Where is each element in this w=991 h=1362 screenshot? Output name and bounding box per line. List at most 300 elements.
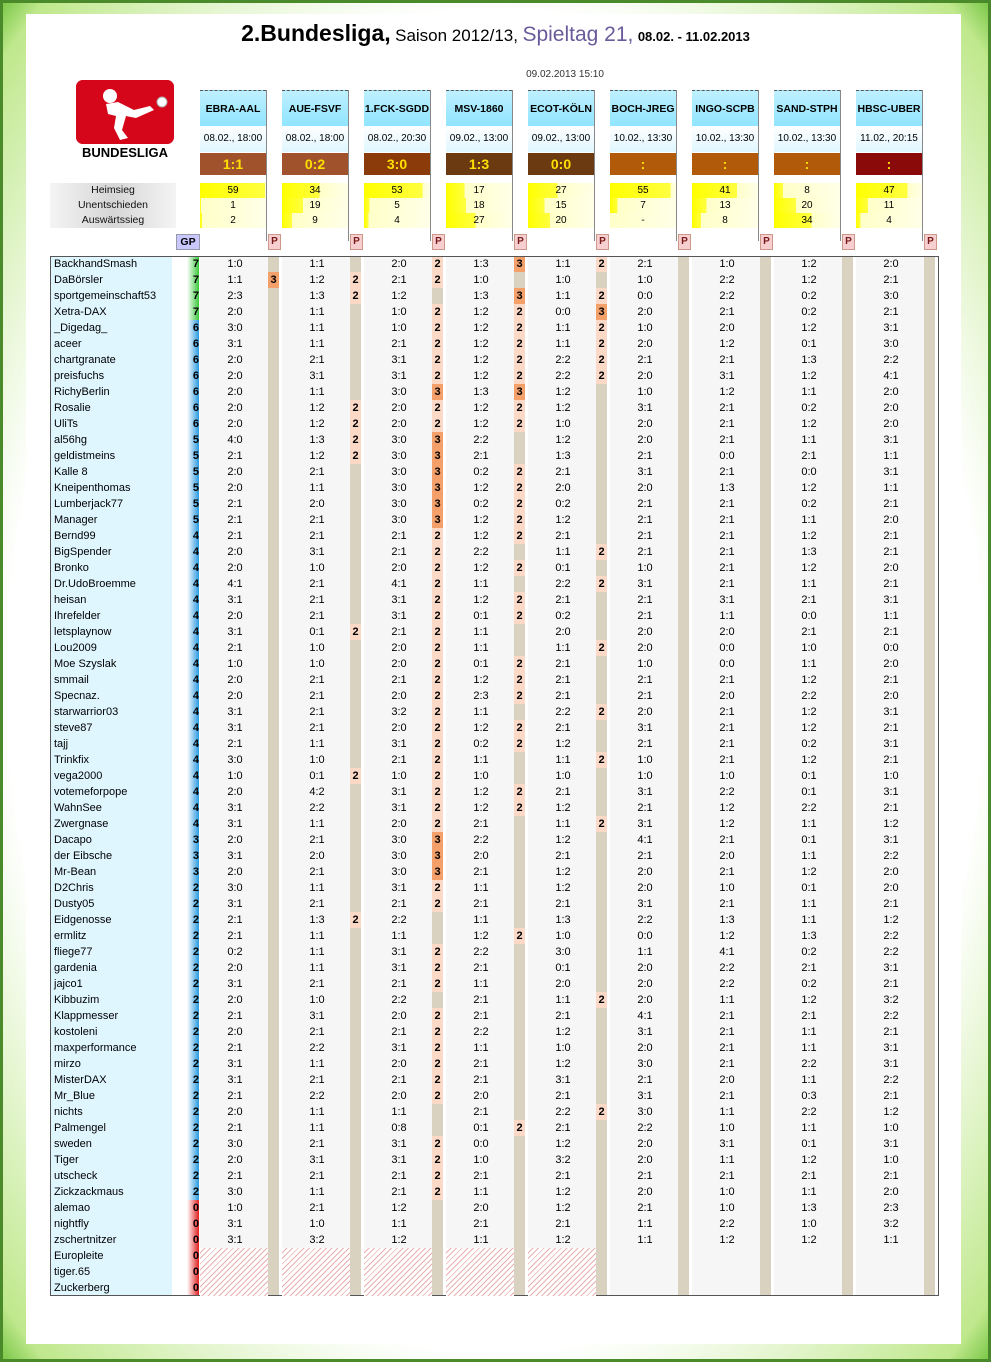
tip-value: 2:0 — [637, 370, 653, 382]
player-points: 5 — [187, 496, 199, 512]
tip-points — [432, 1104, 443, 1120]
tip-points — [596, 272, 607, 288]
tip-value: 2:1 — [309, 706, 325, 718]
tip-value: 2:1 — [309, 866, 325, 878]
player-name[interactable]: BigSpender — [50, 544, 172, 560]
player-name[interactable]: heisan — [50, 592, 172, 608]
tip-points — [514, 848, 525, 864]
tip-value: 1:1 — [883, 482, 899, 494]
tip-value: 2:0 — [883, 658, 899, 670]
tip-value: 2:0 — [227, 306, 243, 318]
tip-value: 0:2 — [801, 498, 817, 510]
tip-value: 0:1 — [801, 882, 817, 894]
player-points: 0 — [187, 1264, 199, 1280]
player-points: 4 — [187, 768, 199, 784]
tip-value: 2:1 — [637, 498, 653, 510]
tip-points — [350, 544, 361, 560]
tip-points — [350, 480, 361, 496]
tip-value: 1:0 — [719, 258, 735, 270]
tip-value: 2:0 — [473, 1090, 489, 1102]
tip-value: 2:2 — [883, 850, 899, 862]
match-stat-draw: 5 — [364, 198, 430, 213]
player-points: 4 — [187, 736, 199, 752]
player-name[interactable]: _Digedag_ — [50, 320, 172, 336]
tip-points — [432, 992, 443, 1008]
player-name[interactable]: Lou2009 — [50, 640, 172, 656]
tip-value: 2:0 — [227, 482, 243, 494]
points-header: P — [432, 234, 445, 250]
player-name[interactable]: jajco1 — [50, 976, 172, 992]
tip-points — [514, 1184, 525, 1200]
tip-points — [350, 656, 361, 672]
tip-value: 2:1 — [555, 658, 571, 670]
tip-value: 2:1 — [309, 578, 325, 590]
table-row — [50, 304, 939, 320]
tip-value: 1:2 — [473, 786, 489, 798]
tip-value: 1:2 — [801, 674, 817, 686]
tip-value: 2:1 — [391, 274, 407, 286]
player-name[interactable]: Eidgenosse — [50, 912, 172, 928]
player-name[interactable]: tiger.65 — [50, 1264, 172, 1280]
tip-value: 3:1 — [883, 594, 899, 606]
tip-value: 3:1 — [883, 706, 899, 718]
player-name[interactable]: letsplaynow — [50, 624, 172, 640]
match-date: 11.02., 20:15 — [856, 126, 922, 152]
tip-points — [350, 1024, 361, 1040]
player-name[interactable]: Tiger — [50, 1152, 172, 1168]
tip-value: 1:0 — [801, 642, 817, 654]
tip-points — [268, 384, 279, 400]
tip-value: 2:2 — [719, 786, 735, 798]
tip-value: 0:2 — [801, 290, 817, 302]
match-date: 08.02., 18:00 — [200, 126, 266, 152]
points-header: P — [596, 234, 609, 250]
match-column-divider — [676, 90, 685, 241]
player-name[interactable]: tajj — [50, 736, 172, 752]
tip-points: 2 — [514, 1120, 525, 1136]
tip-value: 1:2 — [555, 1026, 571, 1038]
tip-points: 2 — [596, 1104, 607, 1120]
match-result: : — [856, 153, 922, 175]
player-name[interactable]: kostoleni — [50, 1024, 172, 1040]
tip-points — [268, 1168, 279, 1184]
tip-value: 2:1 — [883, 306, 899, 318]
tip-value: 3:0 — [227, 1138, 243, 1150]
tip-points: 2 — [432, 352, 443, 368]
player-name[interactable]: Europleite — [50, 1248, 172, 1264]
player-name[interactable]: sweden — [50, 1136, 172, 1152]
player-name[interactable]: Dusty05 — [50, 896, 172, 912]
match-stat-draw: 1 — [200, 198, 266, 213]
player-name[interactable]: smmail — [50, 672, 172, 688]
tip-value: 2:1 — [637, 690, 653, 702]
player-name[interactable]: nichts — [50, 1104, 172, 1120]
player-name[interactable]: sportgemeinschaft53 — [50, 288, 172, 304]
tip-value: 2:2 — [637, 914, 653, 926]
tip-value: 1:2 — [555, 1058, 571, 1070]
table-row — [50, 688, 939, 704]
tip-value: 1:1 — [555, 642, 571, 654]
player-points: 4 — [187, 608, 199, 624]
tip-points — [514, 992, 525, 1008]
tip-value: 1:1 — [309, 338, 325, 350]
tip-value: 3:0 — [391, 466, 407, 478]
tip-value: 1:2 — [555, 1138, 571, 1150]
player-points: 7 — [187, 256, 199, 272]
tip-value: 1:1 — [801, 1026, 817, 1038]
player-name[interactable]: der Eibsche — [50, 848, 172, 864]
player-name[interactable]: Lumberjack77 — [50, 496, 172, 512]
tip-points — [350, 800, 361, 816]
player-name[interactable]: DaBörsler — [50, 272, 172, 288]
player-points: 2 — [187, 1168, 199, 1184]
tip-points — [596, 880, 607, 896]
tip-value: 1:2 — [719, 930, 735, 942]
tip-value: 2:1 — [227, 1010, 243, 1022]
player-name[interactable]: aceer — [50, 336, 172, 352]
tip-value: 1:2 — [555, 834, 571, 846]
points-header: P — [924, 234, 937, 250]
tip-points: 2 — [432, 320, 443, 336]
player-name[interactable]: Ihrefelder — [50, 608, 172, 624]
player-points: 2 — [187, 1152, 199, 1168]
tip-points — [268, 848, 279, 864]
tip-value: 2:0 — [473, 1202, 489, 1214]
tip-value: 1:2 — [801, 562, 817, 574]
player-name[interactable]: gardenia — [50, 960, 172, 976]
tip-value: 1:3 — [719, 482, 735, 494]
tip-points — [268, 1088, 279, 1104]
player-name[interactable]: zschertnitzer — [50, 1232, 172, 1248]
tip-value: 0:1 — [473, 610, 489, 622]
tip-value: 2:1 — [719, 738, 735, 750]
tip-points: 2 — [514, 784, 525, 800]
match-result: 0:2 — [282, 153, 348, 175]
tip-value: 1:1 — [309, 258, 325, 270]
tip-value: 0:0 — [883, 642, 899, 654]
tip-points: 2 — [432, 704, 443, 720]
tip-points: 2 — [432, 736, 443, 752]
tip-points — [268, 640, 279, 656]
player-name[interactable]: al56hg — [50, 432, 172, 448]
tip-value: 1:2 — [555, 738, 571, 750]
tip-value: 4:1 — [637, 1010, 653, 1022]
tip-value: 1:3 — [309, 290, 325, 302]
tip-value: 3:1 — [227, 706, 243, 718]
tip-value: 0:0 — [637, 930, 653, 942]
tip-value: 1:2 — [555, 434, 571, 446]
tip-value: 2:0 — [391, 1010, 407, 1022]
player-name[interactable]: Palmengel — [50, 1120, 172, 1136]
match-team-label: BOCH-JREG — [610, 90, 676, 128]
tip-value: 1:1 — [473, 1042, 489, 1054]
tip-value: 2:1 — [719, 1010, 735, 1022]
match-result: : — [774, 153, 840, 175]
player-name[interactable]: WahnSee — [50, 800, 172, 816]
match-date: 09.02., 13:00 — [528, 126, 594, 152]
tip-value: 0:0 — [719, 642, 735, 654]
tip-value: 2:1 — [227, 514, 243, 526]
match-result: : — [610, 153, 676, 175]
tip-value: 2:0 — [227, 418, 243, 430]
tip-value: 3:1 — [883, 786, 899, 798]
match-date: 08.02., 20:30 — [364, 126, 430, 152]
match-stat-home: 34 — [282, 183, 348, 198]
tip-value: 1:1 — [555, 546, 571, 558]
player-name[interactable]: Dr.UdoBroemme — [50, 576, 172, 592]
tip-value: 1:2 — [555, 386, 571, 398]
tip-value: 2:1 — [391, 530, 407, 542]
tip-value: 1:0 — [473, 770, 489, 782]
player-name[interactable]: Zickzackmaus — [50, 1184, 172, 1200]
player-name[interactable]: Zuckerberg — [50, 1280, 172, 1296]
tip-points — [350, 896, 361, 912]
tip-value: 2:2 — [883, 1010, 899, 1022]
player-name[interactable]: vega2000 — [50, 768, 172, 784]
match-stat-away: 27 — [446, 213, 512, 228]
tip-value: 1:1 — [473, 642, 489, 654]
tip-value: 1:2 — [473, 514, 489, 526]
tip-points — [350, 352, 361, 368]
tip-points — [596, 528, 607, 544]
tip-points — [268, 1232, 279, 1248]
player-name[interactable]: Kalle 8 — [50, 464, 172, 480]
tip-points — [350, 1040, 361, 1056]
player-name[interactable]: Zwergnase — [50, 816, 172, 832]
player-name[interactable]: Kibbuzim — [50, 992, 172, 1008]
match-date: 08.02., 18:00 — [282, 126, 348, 152]
tip-value: 2:1 — [883, 674, 899, 686]
tip-value: 2:0 — [719, 850, 735, 862]
tip-value: 2:1 — [883, 274, 899, 286]
player-name[interactable]: maxperformance — [50, 1040, 172, 1056]
tip-value: 2:1 — [719, 898, 735, 910]
tip-points — [514, 864, 525, 880]
table-row — [50, 1120, 939, 1136]
tip-value: 2:0 — [227, 354, 243, 366]
player-name[interactable]: Manager — [50, 512, 172, 528]
tip-points — [596, 624, 607, 640]
tip-value: 2:1 — [555, 786, 571, 798]
tip-value: 2:0 — [309, 850, 325, 862]
player-name[interactable]: D2Chris — [50, 880, 172, 896]
table-row — [50, 352, 939, 368]
tip-points — [514, 1152, 525, 1168]
table-row — [50, 848, 939, 864]
player-name[interactable]: chartgranate — [50, 352, 172, 368]
player-name[interactable]: Rosalie — [50, 400, 172, 416]
tip-points — [514, 448, 525, 464]
tip-points — [432, 288, 443, 304]
player-name[interactable]: BackhandSmash — [50, 256, 172, 272]
tip-value: 2:1 — [555, 594, 571, 606]
tip-points: 2 — [514, 400, 525, 416]
tip-value: 2:1 — [719, 754, 735, 766]
tip-value: 1:2 — [801, 994, 817, 1006]
tip-value: 1:0 — [719, 882, 735, 894]
player-points: 4 — [187, 800, 199, 816]
player-points: 5 — [187, 480, 199, 496]
tip-points: 2 — [432, 944, 443, 960]
tip-points — [596, 1280, 607, 1296]
tip-value: 2:1 — [555, 898, 571, 910]
tip-value: 2:0 — [637, 962, 653, 974]
player-name[interactable]: Mr-Bean — [50, 864, 172, 880]
player-name[interactable]: Specnaz. — [50, 688, 172, 704]
player-name[interactable]: Mr_Blue — [50, 1088, 172, 1104]
player-points: 6 — [187, 336, 199, 352]
tip-value: 1:0 — [555, 418, 571, 430]
tip-value: 2:1 — [309, 898, 325, 910]
player-points: 2 — [187, 1120, 199, 1136]
player-name[interactable]: geldistmeins — [50, 448, 172, 464]
player-name[interactable]: alemao — [50, 1200, 172, 1216]
tip-value: 1:1 — [801, 914, 817, 926]
match-team-label: MSV-1860 — [446, 90, 512, 128]
match-stat-away: 2 — [200, 213, 266, 228]
table-row — [50, 448, 939, 464]
tip-value: 3:2 — [883, 994, 899, 1006]
tip-value: 1:2 — [801, 754, 817, 766]
tip-points — [596, 1056, 607, 1072]
table-row — [50, 400, 939, 416]
table-row — [50, 512, 939, 528]
tip-value: 2:0 — [391, 658, 407, 670]
tip-value: 2:0 — [637, 882, 653, 894]
tip-value: 1:1 — [309, 1186, 325, 1198]
player-name[interactable]: Moe Szyslak — [50, 656, 172, 672]
tip-value: 2:1 — [227, 1170, 243, 1182]
tip-value: 1:0 — [555, 930, 571, 942]
tip-points — [596, 848, 607, 864]
tip-value: 1:1 — [309, 482, 325, 494]
player-name[interactable]: nightfly — [50, 1216, 172, 1232]
tip-value: 3:1 — [637, 722, 653, 734]
tip-value: 1:1 — [801, 1122, 817, 1134]
tip-value: 1:1 — [719, 1154, 735, 1166]
tip-points — [596, 960, 607, 976]
table-row — [50, 608, 939, 624]
tip-points — [350, 560, 361, 576]
tip-value: 1:1 — [719, 610, 735, 622]
tip-points — [514, 1104, 525, 1120]
player-name[interactable]: MisterDAX — [50, 1072, 172, 1088]
tip-value: 3:1 — [227, 1058, 243, 1070]
tip-value: 3:1 — [637, 1026, 653, 1038]
match-stat-home: 55 — [610, 183, 676, 198]
player-name[interactable]: Dacapo — [50, 832, 172, 848]
tip-value: 2:1 — [883, 626, 899, 638]
tip-value: 1:1 — [801, 1186, 817, 1198]
player-points: 6 — [187, 320, 199, 336]
player-points: 4 — [187, 592, 199, 608]
tip-value: 2:2 — [719, 962, 735, 974]
player-name[interactable]: RichyBerlin — [50, 384, 172, 400]
tip-value: 1:1 — [309, 930, 325, 942]
player-name[interactable]: Trinkfix — [50, 752, 172, 768]
tip-value: 2:1 — [227, 498, 243, 510]
player-name[interactable]: Klappmesser — [50, 1008, 172, 1024]
tip-value: 1:1 — [555, 818, 571, 830]
tip-value: 0:8 — [391, 1122, 407, 1134]
tip-points — [596, 1184, 607, 1200]
tip-points — [268, 672, 279, 688]
table-row — [50, 496, 939, 512]
tip-value: 3:1 — [309, 1010, 325, 1022]
tip-points: 3 — [432, 864, 443, 880]
no-tip-hatch — [200, 1248, 268, 1296]
table-row — [50, 976, 939, 992]
tip-points — [432, 1120, 443, 1136]
match-column-divider — [430, 90, 439, 241]
match-column-divider — [266, 90, 275, 241]
tip-value: 2:1 — [883, 898, 899, 910]
table-row — [50, 576, 939, 592]
tip-value: 2:1 — [473, 450, 489, 462]
tip-points — [596, 400, 607, 416]
player-name[interactable]: fliege77 — [50, 944, 172, 960]
tip-points — [596, 688, 607, 704]
points-header: P — [514, 234, 527, 250]
tip-points — [268, 752, 279, 768]
table-row — [50, 912, 939, 928]
player-name[interactable]: steve87 — [50, 720, 172, 736]
tip-points — [350, 336, 361, 352]
tip-value: 2:1 — [473, 1218, 489, 1230]
player-name[interactable]: votemeforpope — [50, 784, 172, 800]
tip-points: 2 — [514, 368, 525, 384]
match-column-divider — [594, 90, 603, 241]
tip-value: 3:1 — [227, 626, 243, 638]
tip-points — [350, 848, 361, 864]
tip-points: 2 — [432, 544, 443, 560]
table-row — [50, 960, 939, 976]
player-points: 0 — [187, 1248, 199, 1264]
player-name[interactable]: starwarrior03 — [50, 704, 172, 720]
player-name[interactable]: mirzo — [50, 1056, 172, 1072]
tip-points — [268, 720, 279, 736]
player-name[interactable]: utscheck — [50, 1168, 172, 1184]
tip-points: 2 — [350, 624, 361, 640]
tip-value — [774, 1264, 844, 1280]
tip-value: 2:2 — [637, 1122, 653, 1134]
bundesliga-logo-icon — [76, 80, 174, 144]
tip-value: 3:1 — [227, 818, 243, 830]
table-row — [50, 1104, 939, 1120]
tip-value: 0:2 — [473, 466, 489, 478]
player-name[interactable]: ermlitz — [50, 928, 172, 944]
tip-points — [514, 1136, 525, 1152]
tip-value: 2:1 — [555, 530, 571, 542]
tip-points: 2 — [432, 528, 443, 544]
table-row — [50, 1136, 939, 1152]
player-name[interactable]: Bronko — [50, 560, 172, 576]
tip-value: 2:2 — [883, 1074, 899, 1086]
tip-value: 1:2 — [801, 530, 817, 542]
player-name[interactable]: Xetra-DAX — [50, 304, 172, 320]
tip-value: 1:2 — [801, 706, 817, 718]
tip-points — [514, 832, 525, 848]
player-name[interactable]: Bernd99 — [50, 528, 172, 544]
tip-points — [514, 944, 525, 960]
player-name[interactable]: Kneipenthomas — [50, 480, 172, 496]
tip-value: 1:1 — [309, 1106, 325, 1118]
tip-points — [350, 608, 361, 624]
player-name[interactable]: preisfuchs — [50, 368, 172, 384]
player-name[interactable]: UliTs — [50, 416, 172, 432]
tip-value: 2:0 — [637, 434, 653, 446]
tip-value: 2:1 — [391, 338, 407, 350]
